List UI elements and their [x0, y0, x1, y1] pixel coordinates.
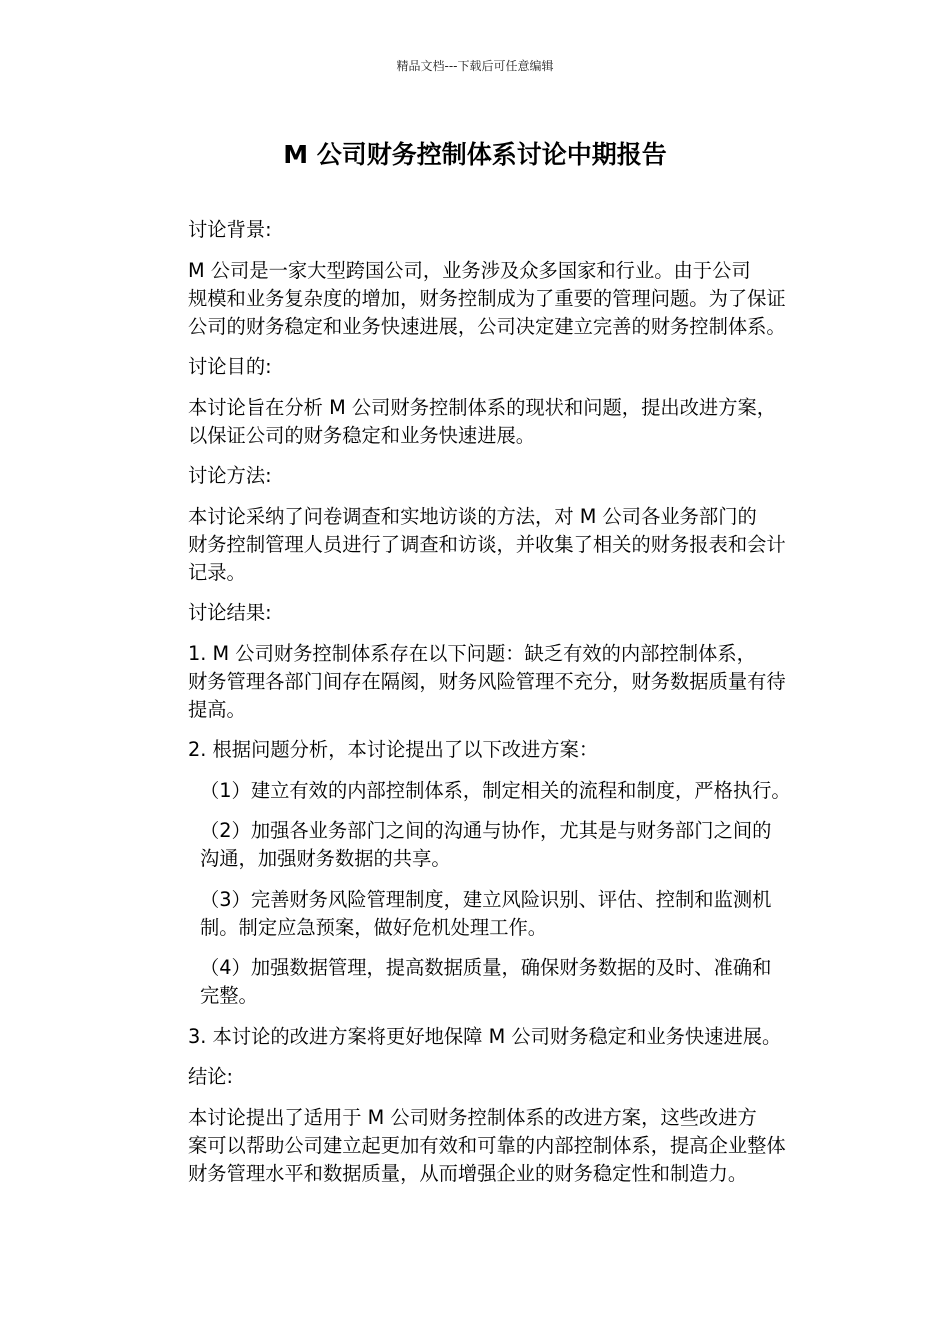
improvement-item-2: [144, 817, 810, 873]
document-title: M 公司财务控制体系讨论中期报告: [283, 140, 667, 169]
paragraph-line: 财务管理水平和数据质量，从而增强企业的财务稳定性和制造力。: [188, 1161, 748, 1185]
paragraph-line: 以保证公司的财务稳定和业务快速进展。: [188, 423, 536, 447]
paragraph-background: [144, 257, 810, 341]
paragraph-line: 规模和业务复杂度的增加，财务控制成为了重要的管理问题。为了保证: [188, 286, 786, 310]
paragraph-line: M 公司是一家大型跨国公司，业务涉及众多国家和行业。由于公司: [188, 258, 751, 282]
paragraph-line: （4）加强数据管理，提高数据质量，确保财务数据的及时、准确和: [200, 956, 772, 979]
paragraph-line: 制。制定应急预案，做好危机处理工作。: [200, 915, 548, 939]
paragraph-line: （2）加强各业务部门之间的沟通与协作，尤其是与财务部门之间的: [200, 819, 772, 842]
paragraph-line: 本讨论采纳了问卷调查和实地访谈的方法，对 M 公司各业务部门的: [188, 504, 757, 528]
document-body: [144, 216, 810, 1200]
section-heading-background: 讨论背景:: [188, 218, 272, 241]
result-item-2: 2. 根据问题分析，本讨论提出了以下改进方案：: [188, 738, 599, 761]
paragraph-line: 案可以帮助公司建立起更加有效和可靠的内部控制体系，提高企业整体: [188, 1133, 786, 1157]
paragraph-line: 本讨论提出了适用于 M 公司财务控制体系的改进方案，这些改进方: [188, 1105, 757, 1129]
paragraph-line: 提高。: [188, 697, 246, 721]
paragraph-line: 1. M 公司财务控制体系存在以下问题：缺乏有效的内部控制体系，: [188, 641, 756, 665]
paragraph-method: [144, 503, 810, 587]
paragraph-line: （3）完善财务风险管理制度，建立风险识别、评估、控制和监测机: [200, 887, 772, 911]
paragraph-line: 财务管理各部门间存在隔阂，财务风险管理不充分，财务数据质量有待: [188, 669, 786, 693]
improvement-item-1: （1）建立有效的内部控制体系，制定相关的流程和制度，严格执行。: [200, 778, 791, 802]
result-item-3: 3. 本讨论的改进方案将更好地保障 M 公司财务稳定和业务快速进展。: [188, 1024, 782, 1048]
improvement-item-3: [144, 886, 810, 942]
paragraph-line: 记录。: [188, 560, 246, 584]
paragraph-line: 本讨论旨在分析 M 公司财务控制体系的现状和问题，提出改进方案，: [188, 395, 777, 419]
paragraph-line: 沟通，加强财务数据的共享。: [200, 847, 451, 870]
paragraph-purpose: [144, 394, 810, 450]
paragraph-conclusion: [144, 1104, 810, 1188]
paragraph-line: 完整。: [200, 984, 258, 1007]
result-item-1: [144, 640, 810, 724]
section-heading-conclusion: 结论:: [188, 1065, 234, 1088]
improvement-item-4: [144, 954, 810, 1010]
page-header-note: 精品文档---下载后可任意编辑: [396, 59, 554, 73]
section-heading-results: 讨论结果:: [188, 601, 272, 624]
paragraph-line: 公司的财务稳定和业务快速进展，公司决定建立完善的财务控制体系。: [188, 314, 786, 338]
section-heading-purpose: 讨论目的:: [188, 355, 272, 378]
paragraph-line: 财务控制管理人员进行了调查和访谈，并收集了相关的财务报表和会计: [188, 532, 786, 556]
section-heading-method: 讨论方法:: [188, 464, 272, 487]
